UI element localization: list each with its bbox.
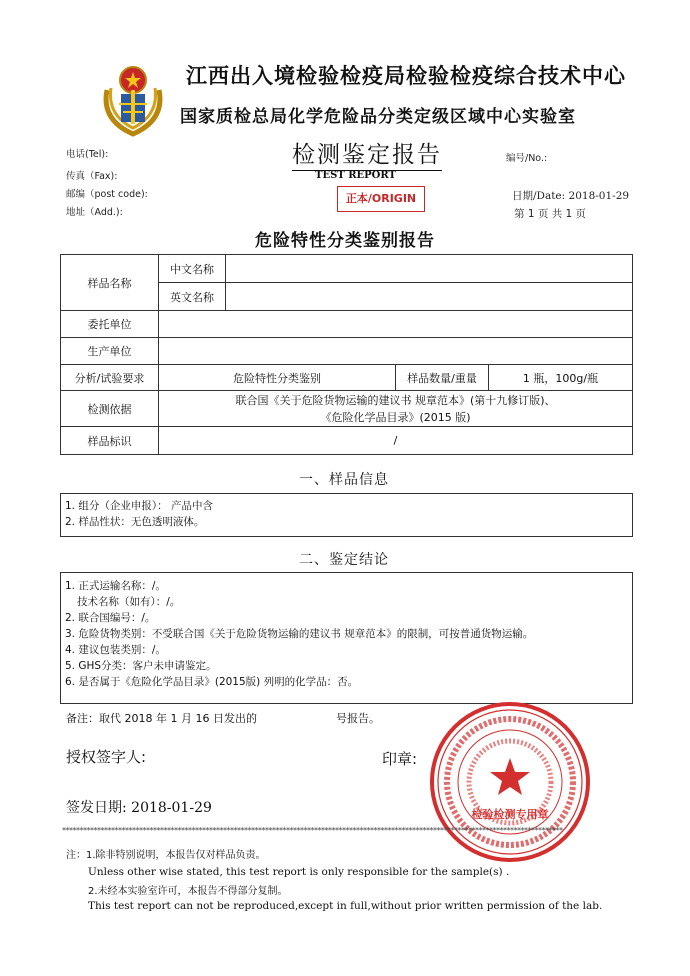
en-name-label: 英文名称 [159,283,226,311]
footer-note2-en: This test report can not be reproduced,except in full,without prior written permission of the lab. [88,900,603,912]
composition-line: 1. 组分（企业申报）： 产品中含 [65,500,213,512]
test-basis-label: 检测依据 [61,391,159,427]
address-label: 地址（Add.): [66,207,123,218]
separator-stars: *********************************************************************************************************************************************** [62,826,563,835]
cn-name-label: 中文名称 [159,255,226,283]
org-name-line2: 国家质检总局化学危险品分类定级区域中心实验室 [180,107,576,127]
tel-label: 电话(Tel): [66,149,109,160]
conclusion-line: 1. 正式运输名称：/。 [65,580,166,592]
section2-title: 二、鉴定结论 [299,552,389,568]
report-heading: 危险特性分类鉴别报告 [255,231,435,251]
remark-suffix: 号报告。 [336,712,380,725]
footer-note2: 2.未经本实验室许可，本报告不得部分复制。 [88,886,288,897]
official-seal-icon [428,700,592,864]
en-name-value [226,283,633,311]
cn-name-value [226,255,633,283]
post-code-label: 邮编（post code): [66,189,148,200]
quantity-value: 1 瓶，100g/瓶 [489,365,633,391]
footer-note1: 注：1.除非特别说明，本报告仅对样品负责。 [66,850,266,861]
sample-name-label: 样品名称 [61,255,159,311]
report-title: 检测鉴定报告 [292,136,442,171]
issue-date: 签发日期: 2018-01-29 [66,800,212,816]
remark-prefix: 备注：取代 2018 年 1 月 16 日发出的 [66,712,257,725]
conclusion-line: 6. 是否属于《危险化学品目录》(2015版) 列明的化学品：否。 [65,676,359,688]
report-subtitle: TEST REPORT [315,170,396,181]
conclusion-line: 5. GHS分类：客户未申请鉴定。 [65,660,217,672]
conclusion-line: 2. 联合国编号：/。 [65,612,156,624]
sample-marking-value: / [159,427,633,455]
client-label: 委托单位 [61,311,159,338]
seal-center-text: 检验检测专用章 [471,808,549,821]
footer-note1-en: Unless other wise stated, this test report is only responsible for the sample(s) . [88,866,510,878]
report-number-label: 编号/No.: [506,153,548,164]
signer-label: 授权签字人: [66,748,147,766]
test-basis-value: 联合国《关于危险货物运输的建议书 规章范本》(第十九修订版)、 《危险化学品目录》(2015 版) [159,391,633,427]
sample-marking-label: 样品标识 [61,427,159,455]
origin-badge: 正本/ORIGIN [337,186,425,212]
test-requirement-value: 危险特性分类鉴别 [159,365,396,391]
test-requirement-label: 分析/试验要求 [61,365,159,391]
conclusion-line: 技术名称（如有）：/。 [77,596,181,608]
fax-label: 传真（Fax): [66,171,118,182]
quantity-label: 样品数量/重量 [396,365,489,391]
conclusion-box [60,572,633,704]
sample-info-table [60,254,633,455]
client-value [159,311,633,338]
customs-emblem-icon [97,60,169,138]
sample-info-box [60,493,633,537]
seal-label: 印章: [382,750,418,768]
conclusion-line: 3. 危险货物类别：不受联合国《关于危险货物运输的建议书 规章范本》的限制，可按普通货物运输。 [65,628,534,640]
conclusion-line: 4. 建议包装类别：/。 [65,644,166,656]
page-indicator: 第 1 页 共 1 页 [514,208,587,220]
appearance-line: 2. 样品性状：无色透明液体。 [65,516,205,528]
org-name-line1: 江西出入境检验检疫局检验检疫综合技术中心 [186,64,626,88]
producer-label: 生产单位 [61,338,159,365]
producer-value [159,338,633,365]
report-date: 日期/Date: 2018-01-29 [512,190,630,202]
section1-title: 一、样品信息 [299,472,389,488]
